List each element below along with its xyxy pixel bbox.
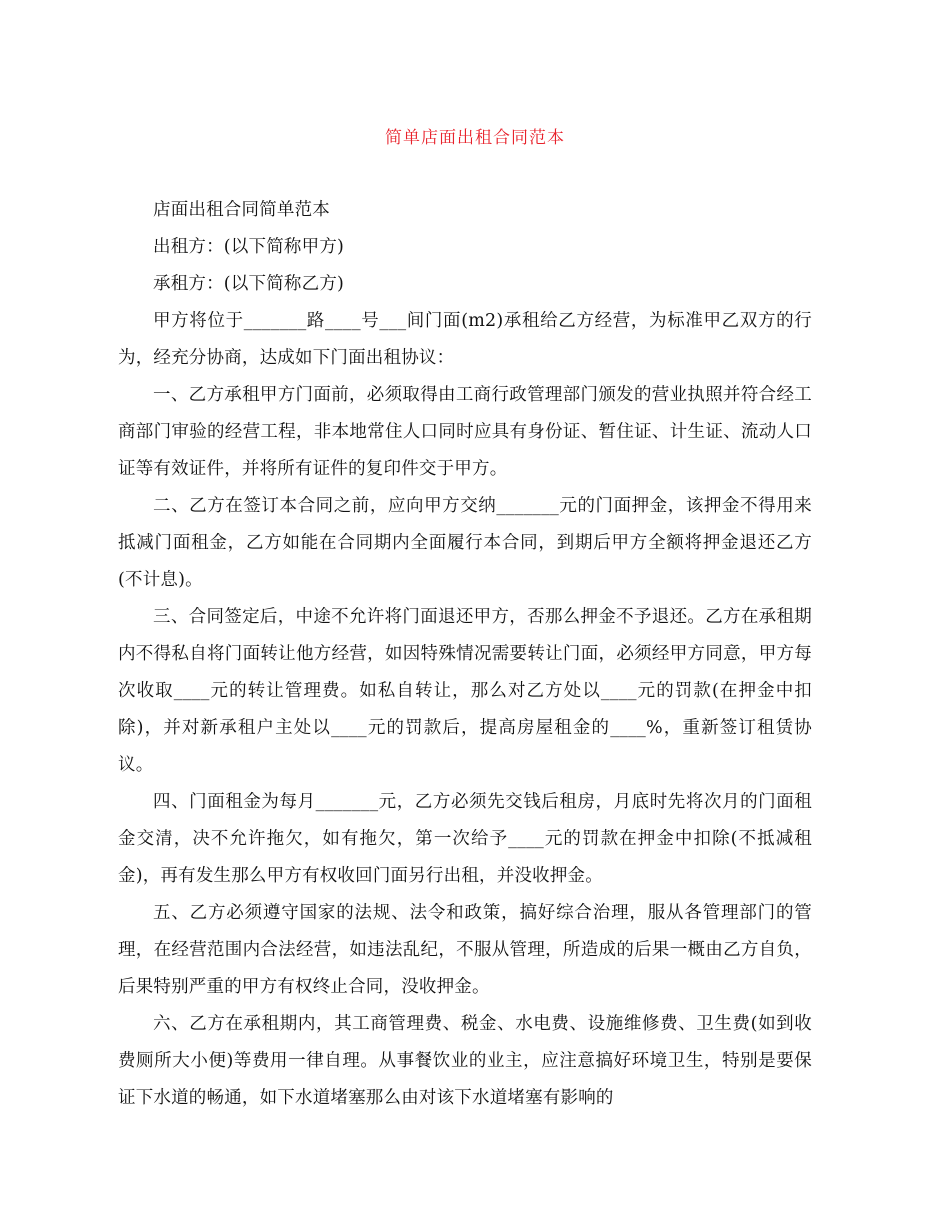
paragraph-clause-2: 二、乙方在签订本合同之前，应向甲方交纳_______元的门面押金，该押金不得用来抵减门面租金，乙方如能在合同期内全面履行本合同，到期后甲方全额将押金退还乙方(不计息)。	[118, 496, 812, 590]
paragraph-clause-1: 一、乙方承租甲方门面前，必须取得由工商行政管理部门颁发的营业执照并符合经工商部门审验的经营工程，非本地常住人口同时应具有身份证、暂住证、计生证、流动人口证等有效证件，并将所有证件的复印件交于甲方。	[118, 385, 812, 479]
paragraph-clause-3: 三、合同签定后，中途不允许将门面退还甲方，否那么押金不予退还。乙方在承租期内不得私自将门面转让他方经营，如因特殊情况需要转让门面，必须经甲方同意，甲方每次收取____元的转让管理费。如私自转让，那么对乙方处以____元的罚款(在押金中扣除)，并对新承租户主处以____元的罚款后，提高房屋租金的____%，重新签订租赁协议。	[118, 607, 812, 775]
paragraph-lessor: 出租方：(以下简称甲方)	[153, 237, 345, 257]
paragraph-clause-6: 六、乙方在承租期内，其工商管理费、税金、水电费、设施维修费、卫生费(如到收费厕所大小便)等费用一律自理。从事餐饮业的业主，应注意搞好环境卫生，特别是要保证下水道的畅通，如下水道堵塞那么由对该下水道堵塞有影响的	[118, 1014, 812, 1108]
paragraph-clause-4: 四、门面租金为每月_______元，乙方必须先交钱后租房，月底时先将次月的门面租金交清，决不允许拖欠，如有拖欠，第一次给予____元的罚款在押金中扣除(不抵减租金)，再有发生那么甲方有权收回门面另行出租，并没收押金。	[118, 792, 812, 886]
paragraph-clause-5: 五、乙方必须遵守国家的法规、法令和政策，搞好综合治理，服从各管理部门的管理，在经营范围内合法经营，如违法乱纪，不服从管理，所造成的后果一概由乙方自负，后果特别严重的甲方有权终止合同，没收押金。	[118, 903, 812, 997]
document-body	[118, 192, 812, 1117]
document-title: 简单店面出租合同范本	[385, 128, 565, 148]
paragraph-intro: 甲方将位于_______路____号___间门面(m2)承租给乙方经营，为标准甲乙双方的行为，经充分协商，达成如下门面出租协议：	[118, 311, 812, 368]
paragraph-subtitle: 店面出租合同简单范本	[153, 200, 330, 220]
paragraph-lessee: 承租方：(以下简称乙方)	[153, 274, 345, 294]
